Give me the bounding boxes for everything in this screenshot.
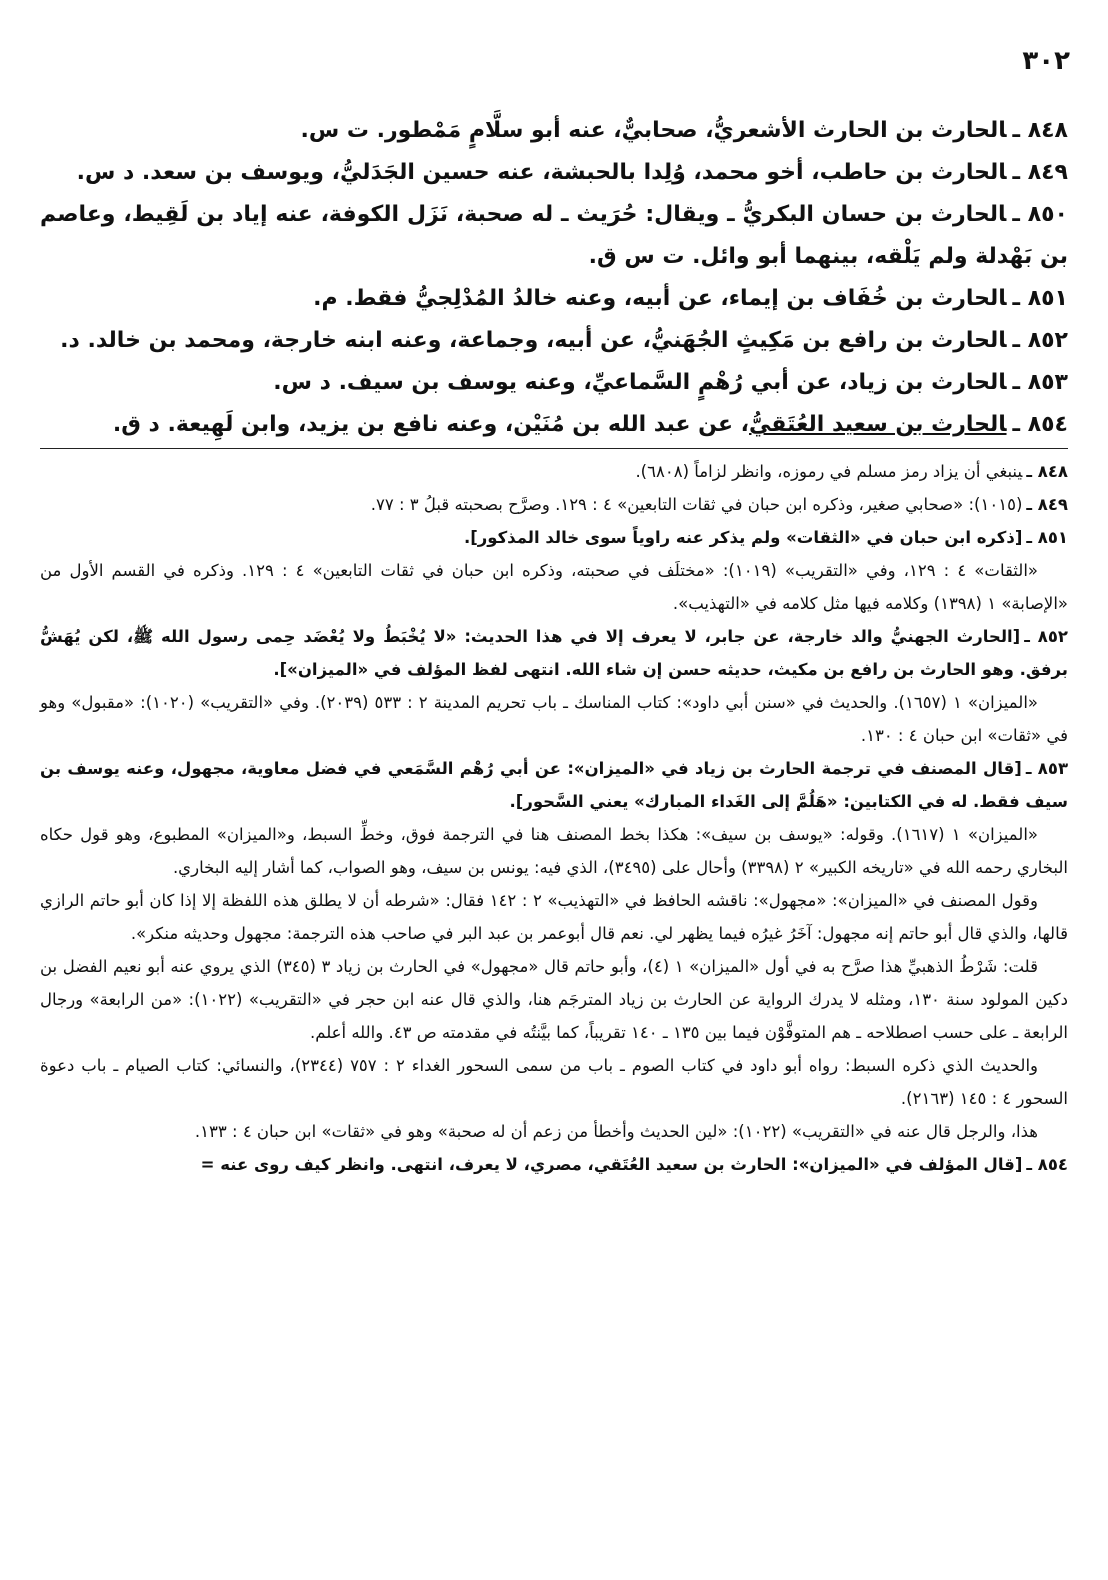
document-page: [40, 50, 1068, 1181]
footnote-number: ٨٥١ ـ: [1026, 528, 1068, 547]
entry-854: [40, 404, 1068, 446]
footnotes: [40, 455, 1068, 1181]
footnote-851-comment: «الثقات» ٤ : ١٢٩، وفي «التقريب» (١٠١٩): «مختلَف في صحبته، وذكره ابن حبان في ثقات التابعين» ٤ : ١٢٩. وذكره في القسم الأول من «الإصابة» ١ (١٣٩٨) وكلامه فيها مثل كلامه في «التهذيب».: [40, 561, 1068, 613]
entry-text-underlined: الحارث بن سعيد العُتَقيُّ: [749, 412, 1007, 437]
entry-text: الحارث بن حسان البكريُّ ـ ويقال: حُرَيث ـ له صحبة، نَزَل الكوفة، عنه إياد بن لَقِيط، وعاصم بن بَهْدلة ولم يَلْقه، بينهما أبو وائل. ت س ق.: [40, 202, 1068, 269]
entry-number: ٨٤٩ ـ: [1012, 160, 1068, 185]
entry-number: ٨٥٣ ـ: [1012, 370, 1068, 395]
entry-text: الحارث بن حاطب، أخو محمد، وُلِدا بالحبشة، عنه حسين الجَدَليُّ، ويوسف بن سعد. د س.: [76, 160, 1007, 185]
footnote-number: ٨٥٤ ـ: [1026, 1155, 1068, 1174]
entry-number: ٨٥١ ـ: [1012, 286, 1068, 311]
footnote-854: [40, 1148, 1068, 1181]
entry-848: [40, 110, 1068, 152]
footnote-text: [ذكره ابن حبان في «الثقات» ولم يذكر عنه راوياً سوى خالد المذكور].: [463, 528, 1023, 547]
page-number: ٣٠٢: [1022, 46, 1070, 76]
entry-text: الحارث بن رافع بن مَكِيثٍ الجُهَنيُّ، عن أبيه، وجماعة، وعنه ابنه خارجة، ومحمد بن خالد. د.: [60, 328, 1007, 353]
footnote-848: [40, 455, 1068, 488]
entry-number: ٨٥٤ ـ: [1012, 412, 1068, 437]
footnote-text: [قال المصنف في ترجمة الحارث بن زياد في «الميزان»: عن أبي رُهْم السَّمَعي في فضل معاوية، مجهول، وعنه يوسف بن سيف فقط. له في الكتابين: «هَلُمَّ إلى الغَداء المبارك» يعني السَّحور].: [40, 759, 1068, 811]
footnote-text: (١٠١٥): «صحابي صغير، وذكره ابن حبان في ثقات التابعين» ٤ : ١٢٩. وصرَّح بصحبته قبلُ ٣ : ٧٧.: [370, 495, 1023, 514]
entry-text: الحارث بن خُفَاف بن إيماء، عن أبيه، وعنه خالدُ المُدْلِجيُّ فقط. م.: [313, 286, 1007, 311]
entry-849: [40, 152, 1068, 194]
footnote-853: [40, 752, 1068, 818]
footnote-number: ٨٤٩ ـ: [1026, 495, 1068, 514]
footnote-divider: [40, 448, 1068, 449]
footnote-853-comment-3: قلت: شَرْطُ الذهبيِّ هذا صرَّح به في أول «الميزان» ١ (٤)، وأبو حاتم قال «مجهول» في الحارث بن زياد ٣ (٣٤٥) الذي يروي عنه أبو نعيم الفضل بن دكين المولود سنة ١٣٠، ومثله لا يدرك الرواية عن الحارث بن زياد المترجَم هنا، والذي قال عنه ابن حجر في «التقريب» (١٠٢٢): «من الرابعة» ورجال الرابعة ـ على حسب اصطلاحه ـ هم المتوفَّوْن فيما بين ١٣٥ ـ ١٤٠ تقريباً، كما بيَّنتُه في مقدمته ص ٤٣. والله أعلم.: [40, 957, 1069, 1042]
footnote-number: ٨٥٣ ـ: [1025, 759, 1069, 778]
footnote-text: ينبغي أن يزاد رمز مسلم في رموزه، وانظر لزاماً (٦٨٠٨).: [635, 462, 1023, 481]
entry-number: ٨٤٨ ـ: [1012, 118, 1068, 143]
main-text: [40, 110, 1068, 446]
footnote-text: [قال المؤلف في «الميزان»: الحارث بن سعيد العُتَقي، مصري، لا يعرف، انتهى. وانظر كيف روى عنه =: [200, 1155, 1023, 1174]
entry-850: [40, 194, 1068, 278]
entry-text: ، عن عبد الله بن مُنَيْن، وعنه نافع بن يزيد، وابن لَهِيعة. د ق.: [112, 412, 750, 437]
entry-851: [40, 278, 1068, 320]
footnote-text: [الحارث الجهنيُّ والد خارجة، عن جابر، لا يعرف إلا في هذا الحديث: «لا يُخْبَطُ ولا يُعْضَد حِمى رسول الله ﷺ، لكن يُهَشُّ برفق. وهو الحارث بن رافع بن مكيث، حديثه حسن إن شاء الله. انتهى لفظ المؤلف في «الميزان»].: [40, 627, 1068, 679]
entry-853: [40, 362, 1068, 404]
footnote-853-comment-5: هذا، والرجل قال عنه في «التقريب» (١٠٢٢): «لين الحديث وأخطأ من زعم أن له صحبة» وهو في «ثقات» ابن حبان ٤ : ١٣٣.: [194, 1122, 1038, 1141]
footnote-852-comment: «الميزان» ١ (١٦٥٧). والحديث في «سنن أبي داود»: كتاب المناسك ـ باب تحريم المدينة ٢ : ٥٣٣ (٢٠٣٩). وفي «التقريب» (١٠٢٠): «مقبول» وهو في «ثقات» ابن حبان ٤ : ١٣٠.: [40, 693, 1068, 745]
entry-number: ٨٥٠ ـ: [1012, 202, 1068, 227]
entry-number: ٨٥٢ ـ: [1012, 328, 1068, 353]
footnote-853-comment-2: وقول المصنف في «الميزان»: «مجهول»: ناقشه الحافظ في «التهذيب» ٢ : ١٤٢ فقال: «شرطه أن لا يطلق هذه اللفظة إلا إذا كان أبو حاتم الرازي قالها، والذي قال أبو حاتم إنه مجهول: آخَرُ غيرُه فيما يظهر لي. نعم قال أبوعمر بن عبد البر في صاحب هذه الترجمة: مجهول وحديثه منكر».: [40, 891, 1068, 943]
entry-text: الحارث بن الحارث الأشعريُّ، صحابيٌّ، عنه أبو سلَّامٍ مَمْطور. ت س.: [300, 118, 1007, 143]
footnote-851: [40, 521, 1068, 554]
entry-852: [40, 320, 1068, 362]
footnote-852: [40, 620, 1068, 686]
footnote-853-comment-4: والحديث الذي ذكره السبط: رواه أبو داود في كتاب الصوم ـ باب من سمى السحور الغداء ٢ : ٧٥٧ (٢٣٤٤)، والنسائي: كتاب الصيام ـ باب دعوة السحور ٤ : ١٤٥ (٢١٦٣).: [40, 1056, 1068, 1108]
footnote-849: [40, 488, 1068, 521]
footnote-853-comment-1: «الميزان» ١ (١٦١٧). وقوله: «يوسف بن سيف»: هكذا بخط المصنف هنا في الترجمة فوق، وخطِّ السبط، و«الميزان» المطبوع، وهو قول حكاه البخاري رحمه الله في «تاريخه الكبير» ٢ (٣٣٩٨) وأحال على (٣٤٩٥)، الذي فيه: يونس بن سيف، وهو الصواب، كما أشار إليه البخاري.: [40, 825, 1068, 877]
footnote-number: ٨٤٨ ـ: [1026, 462, 1068, 481]
footnote-number: ٨٥٢ ـ: [1024, 627, 1068, 646]
entry-text: الحارث بن زياد، عن أبي رُهْمٍ السَّماعيِّ، وعنه يوسف بن سيف. د س.: [273, 370, 1007, 395]
